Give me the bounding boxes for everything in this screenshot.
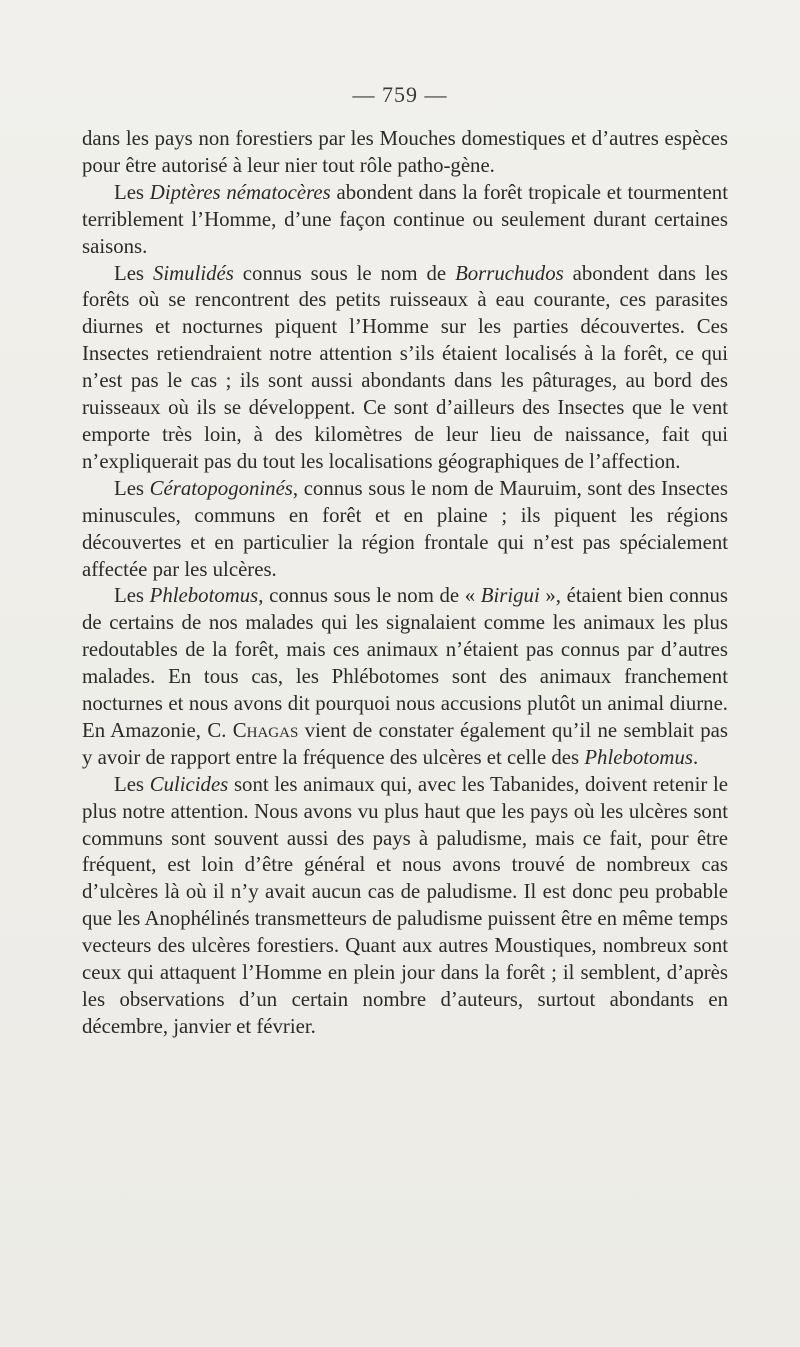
italic-term: Diptères nématocères xyxy=(149,180,331,204)
text-run: dans les pays non forestiers par les Mouches domestiques et d’autres espèces pour être autorisé à leur nier tout rôle patho-gène. xyxy=(82,127,728,177)
text-run: Les xyxy=(114,261,153,285)
page-number: — 759 — xyxy=(352,82,448,107)
paragraph xyxy=(82,126,728,180)
text-run: connus sous le nom de xyxy=(233,261,456,285)
text-run: sont les animaux qui, avec les Tabanides, doivent retenir le plus notre attention. Nous avons vu plus haut que les pays où les ulcères sont communs sont souvent aussi des pays à paludisme, mais ce fait, pour être fréquent, est loin d’être général et nous avons trouvé de nombreux cas d’ulcères là où il n’y avait aucun cas de paludisme. Il est donc peu probable que les Anophélinés transmetteurs de paludisme puissent être en même temps vecteurs des ulcères forestiers. Quant aux autres Moustiques, nombreux sont ceux qui attaquent l’Homme en plein jour dans la forêt ; il semblent, d’après les observations d’un certain nombre d’auteurs, surtout abondants en décembre, janvier et février. xyxy=(82,772,728,1038)
author-name: Chagas xyxy=(232,718,299,742)
text-run: abondent dans les forêts où se rencontrent des petits ruisseaux à eau courante, ces parasites diurnes et nocturnes piquent l’Homme sur les parties découvertes. Ces Insectes retiendraient notre attention s’ils étaient localisés à la forêt, ce qui n’est pas le cas ; ils sont aussi abondants dans les pâturages, au bord des ruisseaux où ils se développent. Ce sont d’ailleurs des Insectes que le vent emporte très loin, à des kilomètres de leur lieu de naissance, fait qui n’expliquerait pas du tout les localisations géographiques de l’affection. xyxy=(82,261,728,473)
italic-term: Borruchudos xyxy=(455,261,564,285)
paragraph xyxy=(82,180,728,261)
text-run: , connus sous le nom de « xyxy=(258,584,481,608)
paragraph xyxy=(82,583,728,771)
text-run: abondent dans la forêt tropicale et tourmentent terriblement l’Homme, d’une façon continue ou seulement durant certaines saisons. xyxy=(82,180,728,258)
body-text xyxy=(82,126,728,1041)
text-run: Les xyxy=(114,476,150,500)
italic-term: Simulidés xyxy=(152,261,234,285)
italic-term: Cératopogoninés xyxy=(149,476,293,500)
text-run: . xyxy=(692,745,699,769)
paragraph xyxy=(82,772,728,1041)
italic-term: Birigui xyxy=(480,584,540,608)
text-run: vient de constater également qu’il ne semblait pas y avoir de rapport entre la fréquence des ulcères et celle des xyxy=(82,718,728,769)
italic-term: Culicides xyxy=(149,772,229,796)
text-run: Les xyxy=(114,772,150,796)
paragraph xyxy=(82,261,728,476)
italic-term: Phlebotomus xyxy=(584,745,693,769)
text-run: », étaient bien connus de certains de nos malades qui les signalaient comme les animaux les plus redoutables de la forêt, mais ces animaux n’étaient pas connus par d’autres malades. En tous cas, les Phlébotomes sont des animaux franchement nocturnes et nous avons dit pourquoi nous accusions plutôt un animal diurne. En Amazonie, C. xyxy=(82,584,728,742)
italic-term: Phlebotomus xyxy=(149,584,259,608)
text-run: Les xyxy=(114,180,150,204)
text-run: , connus sous le nom de Mauruim, sont des Insectes minuscules, communs en forêt et en plaine ; ils piquent les régions découvertes et en particulier la région frontale qui n’est pas spécialement affectée par les ulcères. xyxy=(82,476,728,581)
text-run: Les xyxy=(114,584,150,608)
paragraph xyxy=(82,476,728,584)
